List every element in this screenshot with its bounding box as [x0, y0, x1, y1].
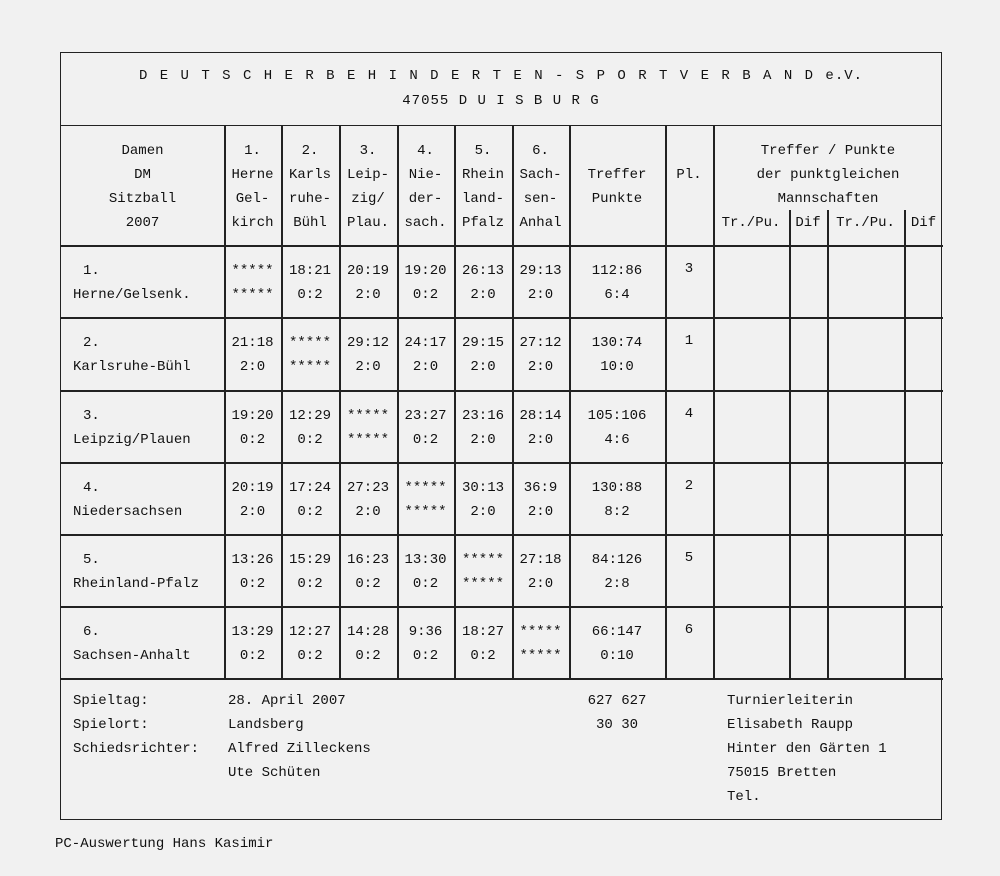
- column-team-l2: Gel-: [235, 191, 270, 207]
- column-team-l1: Nie-: [408, 167, 443, 183]
- grid-hline: [61, 606, 943, 608]
- match-score: 13:29: [231, 624, 274, 640]
- organizer-title: Turnierleiterin: [727, 693, 854, 709]
- match-score: 15:29: [288, 552, 331, 568]
- match-score: *****: [346, 408, 389, 424]
- column-team-l1: Herne: [231, 167, 274, 183]
- team-number: 3.: [83, 408, 100, 424]
- column-team-l3: Pfalz: [461, 215, 504, 231]
- match-score: 23:27: [404, 408, 447, 424]
- team-name: Herne/Gelsenk.: [73, 287, 191, 303]
- corner-label: Sitzball: [108, 191, 177, 207]
- match-points: 0:2: [412, 432, 439, 448]
- match-points: *****: [346, 432, 389, 448]
- match-score: 14:28: [346, 624, 389, 640]
- match-points: 0:2: [297, 576, 323, 592]
- corner-label: Damen: [121, 143, 164, 159]
- team-punkte: 2:8: [604, 576, 630, 592]
- team-treffer: 105:106: [587, 408, 647, 424]
- team-place: 5: [684, 550, 694, 566]
- match-points: 2:0: [470, 287, 496, 303]
- tie-subheader: Tr./Pu.: [721, 215, 781, 231]
- team-punkte: 0:10: [600, 648, 634, 664]
- match-points: 2:0: [470, 359, 496, 375]
- tie-subheader: Tr./Pu.: [836, 215, 895, 231]
- column-number: 4.: [417, 143, 434, 159]
- total-sum-punkte: 30 30: [595, 717, 638, 733]
- match-score: 19:20: [404, 263, 447, 279]
- schiri-value-1: Alfred Zilleckens: [228, 741, 371, 757]
- column-team-l3: Anhal: [519, 215, 562, 231]
- team-name: Leipzig/Plauen: [73, 432, 191, 448]
- match-points: *****: [231, 287, 274, 303]
- match-points: 0:2: [355, 648, 381, 664]
- match-points: 2:0: [355, 504, 381, 520]
- column-team-l1: Rhein: [461, 167, 504, 183]
- grid-hline: [61, 390, 943, 392]
- organizer-city: 75015 Bretten: [727, 765, 837, 781]
- column-team-l3: sach.: [404, 215, 447, 231]
- results-sheet: [60, 52, 942, 820]
- match-points: 2:0: [527, 287, 554, 303]
- footer-credit: PC-Auswertung Hans Kasimir: [55, 836, 274, 852]
- match-points: 0:2: [355, 576, 381, 592]
- sheet-header: [61, 53, 941, 126]
- match-points: 2:0: [412, 359, 439, 375]
- grid-vline: [904, 210, 906, 678]
- match-score: 21:18: [231, 335, 274, 351]
- team-name: Rheinland-Pfalz: [73, 576, 200, 592]
- column-team-l3: Bühl: [293, 215, 327, 231]
- match-score: *****: [288, 335, 331, 351]
- column-team-l2: zig/: [351, 191, 385, 207]
- corner-label: 2007: [125, 215, 160, 231]
- match-points: *****: [288, 359, 331, 375]
- team-place: 6: [684, 622, 694, 638]
- match-points: 0:2: [412, 648, 439, 664]
- team-punkte: 10:0: [600, 359, 634, 375]
- match-score: 29:15: [461, 335, 504, 351]
- team-number: 5.: [83, 552, 100, 568]
- tie-header-l1: Treffer / Punkte: [760, 143, 896, 159]
- match-points: 2:0: [470, 504, 496, 520]
- schiri-value-2: Ute Schüten: [228, 765, 321, 781]
- match-points: 2:0: [239, 504, 266, 520]
- column-number: 1.: [244, 143, 261, 159]
- grid-hline: [61, 245, 943, 247]
- match-score: 20:19: [346, 263, 389, 279]
- organizer-tel: Tel.: [727, 789, 761, 805]
- match-score: 9:36: [408, 624, 443, 640]
- match-points: 2:0: [355, 359, 381, 375]
- tie-subheader: Dif: [795, 215, 821, 231]
- grid-vline: [789, 210, 791, 678]
- team-treffer: 130:88: [591, 480, 643, 496]
- match-score: *****: [404, 480, 447, 496]
- match-score: 23:16: [461, 408, 504, 424]
- match-points: 0:2: [412, 287, 439, 303]
- team-number: 2.: [83, 335, 100, 351]
- match-score: 27:12: [519, 335, 562, 351]
- team-punkte: 8:2: [604, 504, 630, 520]
- column-team-l2: der-: [408, 191, 443, 207]
- match-score: 20:19: [231, 480, 274, 496]
- team-treffer: 112:86: [591, 263, 643, 279]
- match-points: 0:2: [297, 432, 323, 448]
- column-team-l1: Leip-: [346, 167, 389, 183]
- team-name: Sachsen-Anhalt: [73, 648, 191, 664]
- match-points: 2:0: [239, 359, 266, 375]
- place-header: Pl.: [676, 167, 702, 183]
- match-score: 30:13: [461, 480, 504, 496]
- match-points: *****: [519, 648, 562, 664]
- team-place: 1: [684, 333, 694, 349]
- column-team-l2: ruhe-: [288, 191, 331, 207]
- match-points: 0:2: [470, 648, 496, 664]
- team-place: 3: [684, 261, 694, 277]
- match-score: 17:24: [288, 480, 331, 496]
- team-punkte: 4:6: [604, 432, 630, 448]
- match-score: 12:27: [288, 624, 331, 640]
- match-points: 2:0: [470, 432, 496, 448]
- team-treffer: 130:74: [591, 335, 643, 351]
- match-score: 19:20: [231, 408, 274, 424]
- corner-label: DM: [134, 167, 151, 183]
- column-number: 6.: [532, 143, 549, 159]
- column-team-l2: sen-: [523, 191, 558, 207]
- column-number: 3.: [359, 143, 377, 159]
- team-number: 1.: [83, 263, 100, 279]
- tie-header-l2: der punktgleichen: [756, 167, 900, 183]
- team-treffer: 84:126: [591, 552, 643, 568]
- spielort-label: Spielort:: [73, 717, 149, 733]
- grid-hline: [61, 534, 943, 536]
- grid-hline: [61, 678, 943, 680]
- organizer-street: Hinter den Gärten 1: [727, 741, 887, 757]
- match-points: 2:0: [527, 504, 554, 520]
- match-score: 16:23: [346, 552, 389, 568]
- spielort-value: Landsberg: [228, 717, 304, 733]
- match-points: 0:2: [412, 576, 439, 592]
- grid-hline: [61, 462, 943, 464]
- spieltag-label: Spieltag:: [73, 693, 149, 709]
- punkte-header: Punkte: [591, 191, 643, 207]
- match-score: 13:26: [231, 552, 274, 568]
- match-points: 2:0: [527, 359, 554, 375]
- match-score: 28:14: [519, 408, 562, 424]
- match-score: 18:21: [288, 263, 331, 279]
- column-team-l3: kirch: [231, 215, 274, 231]
- match-points: 2:0: [527, 432, 554, 448]
- match-points: 0:2: [239, 648, 266, 664]
- schiri-label: Schiedsrichter:: [73, 741, 200, 757]
- grid-hline: [61, 317, 943, 319]
- match-score: 24:17: [404, 335, 447, 351]
- match-score: 27:18: [519, 552, 562, 568]
- column-number: 5.: [474, 143, 492, 159]
- match-points: 0:2: [297, 287, 323, 303]
- tie-header-l3: Mannschaften: [777, 191, 879, 207]
- match-points: 2:0: [527, 576, 554, 592]
- federation-name: D E U T S C H E R B E H I N D E R T E N - S P O R T V E R B A N D e.V.: [138, 68, 864, 84]
- match-points: 2:0: [355, 287, 381, 303]
- spieltag-value: 28. April 2007: [228, 693, 346, 709]
- match-score: 29:12: [346, 335, 389, 351]
- match-score: 12:29: [288, 408, 331, 424]
- column-team-l1: Sach-: [519, 167, 562, 183]
- column-team-l2: land-: [461, 191, 504, 207]
- match-points: *****: [461, 576, 504, 592]
- grid-vline: [827, 210, 829, 678]
- match-score: *****: [231, 263, 274, 279]
- organizer-name: Elisabeth Raupp: [727, 717, 854, 733]
- team-place: 2: [684, 478, 694, 494]
- tie-subheader: Dif: [910, 215, 937, 231]
- match-points: 0:2: [297, 504, 323, 520]
- match-score: 27:23: [346, 480, 389, 496]
- match-score: 26:13: [461, 263, 504, 279]
- team-punkte: 6:4: [604, 287, 630, 303]
- match-score: 18:27: [461, 624, 504, 640]
- match-score: 36:9: [523, 480, 558, 496]
- match-points: *****: [404, 504, 447, 520]
- team-number: 4.: [83, 480, 100, 496]
- column-number: 2.: [301, 143, 319, 159]
- match-score: 29:13: [519, 263, 562, 279]
- team-number: 6.: [83, 624, 100, 640]
- column-team-l3: Plau.: [346, 215, 389, 231]
- team-name: Niedersachsen: [73, 504, 183, 520]
- match-points: 0:2: [239, 432, 266, 448]
- team-name: Karlsruhe-Bühl: [73, 359, 191, 375]
- team-treffer: 66:147: [591, 624, 643, 640]
- treffer-header: Treffer: [587, 167, 647, 183]
- column-team-l1: Karls: [288, 167, 331, 183]
- match-points: 0:2: [297, 648, 323, 664]
- team-place: 4: [684, 406, 694, 422]
- federation-city: 47055 D U I S B U R G: [402, 93, 600, 109]
- match-score: *****: [519, 624, 562, 640]
- match-points: 0:2: [239, 576, 266, 592]
- total-sum-treffer: 627 627: [587, 693, 647, 709]
- match-score: *****: [461, 552, 504, 568]
- match-score: 13:30: [404, 552, 447, 568]
